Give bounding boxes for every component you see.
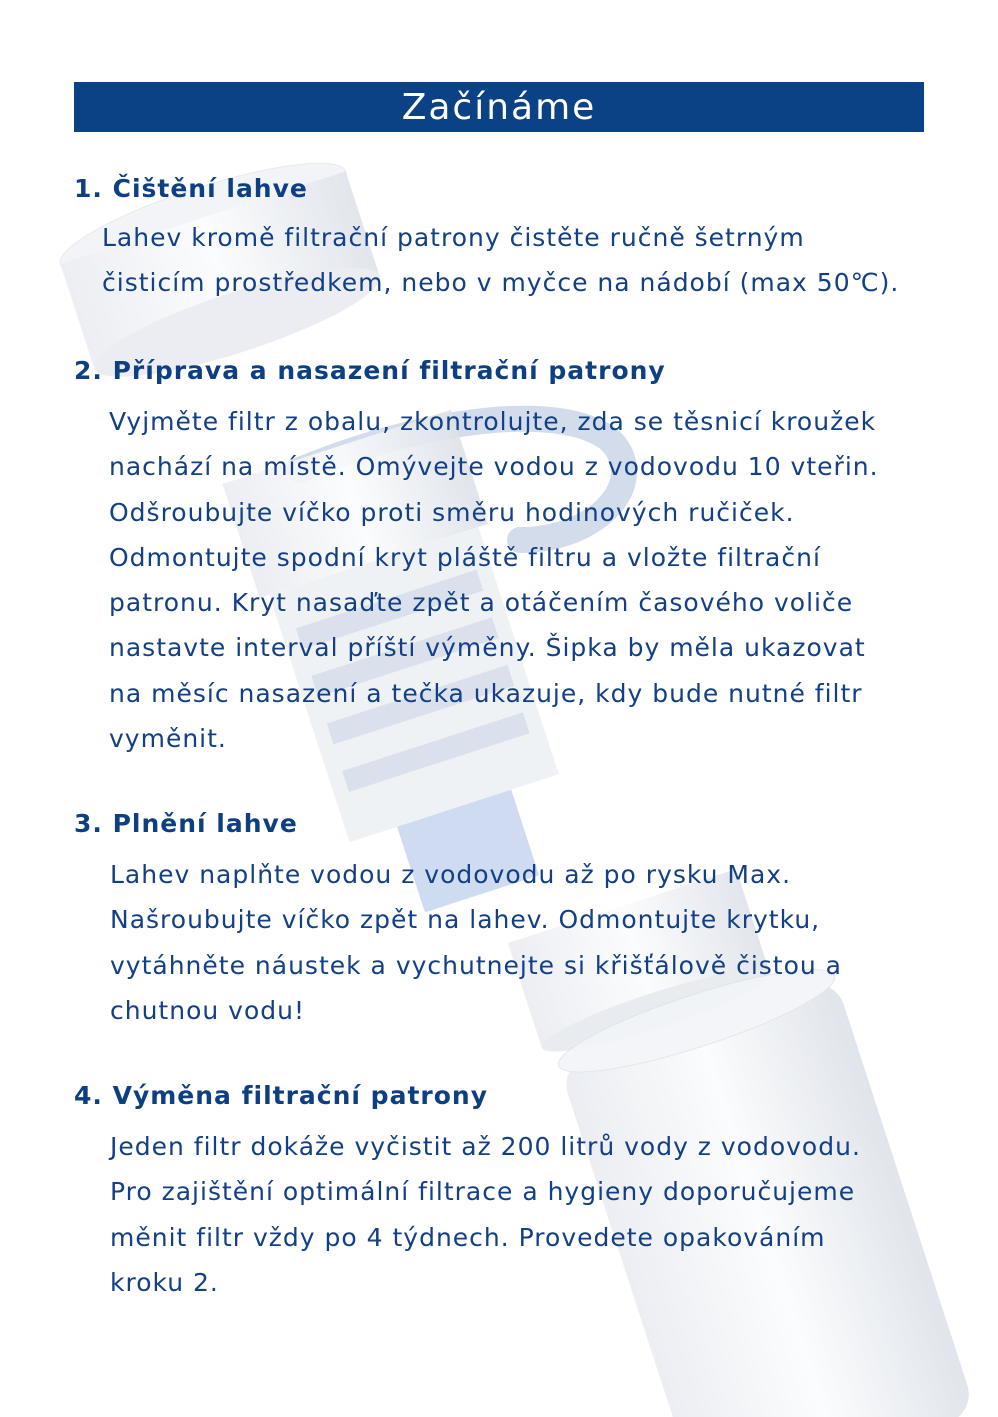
body-line: Odmontujte spodní kryt pláště filtru a vložte filtrační [109,542,821,572]
section-replacement [74,1080,934,1305]
body-line: čisticím prostředkem, nebo v myčce na nádobí (max 50℃). [102,268,900,298]
section-body [109,399,934,761]
body-line: měnit filtr vždy po 4 týdnech. Provedete opakováním [110,1222,826,1252]
section-heading: 4. Výměna filtrační patrony [74,1081,488,1110]
body-line: Odšroubujte víčko proti směru hodinových ručiček. [109,497,795,527]
body-line: Jeden filtr dokáže vyčistit až 200 litrů vody z vodovodu. [110,1132,861,1161]
body-line: nachází na místě. Omývejte vodou z vodovodu 10 vteřin. [109,452,879,482]
body-line: na měsíc nasazení a tečka ukazuje, kdy bude nutné filtr [109,678,863,708]
body-line: patronu. Kryt nasaďte zpět a otáčením časového voliče [109,588,854,618]
body-line: Pro zajištění optimální filtrace a hygieny doporučujeme [110,1177,856,1207]
body-line: vyměnit. [109,724,227,754]
section-preparation [74,355,934,761]
body-line: Našroubujte víčko zpět na lahev. Odmontujte krytku, [110,905,821,935]
section-body [102,215,934,306]
body-line: Lahev naplňte vodou z vodovodu až po rysku Max. [110,860,792,889]
body-line: Vyjměte filtr z obalu, zkontrolujte, zda se těsnicí kroužek [109,407,877,436]
body-line: nastavte interval příští výměny. Šipka by měla ukazovat [109,633,866,663]
section-heading: 3. Plnění lahve [74,809,298,838]
body-line: kroku 2. [110,1267,219,1297]
body-line: vytáhněte náustek a vychutnejte si křišťálově čistou a [110,950,843,980]
section-body [110,1124,934,1305]
section-cleaning [74,173,934,306]
page-title: Začínáme [74,82,924,132]
section-heading: 1. Čištění lahve [74,174,308,203]
section-filling [74,808,934,1033]
section-body [110,852,934,1033]
body-line: chutnou vodu! [110,995,305,1025]
body-line: Lahev kromě filtrační patrony čistěte ručně šetrným [102,223,805,252]
section-heading: 2. Příprava a nasazení filtrační patrony [74,356,666,385]
